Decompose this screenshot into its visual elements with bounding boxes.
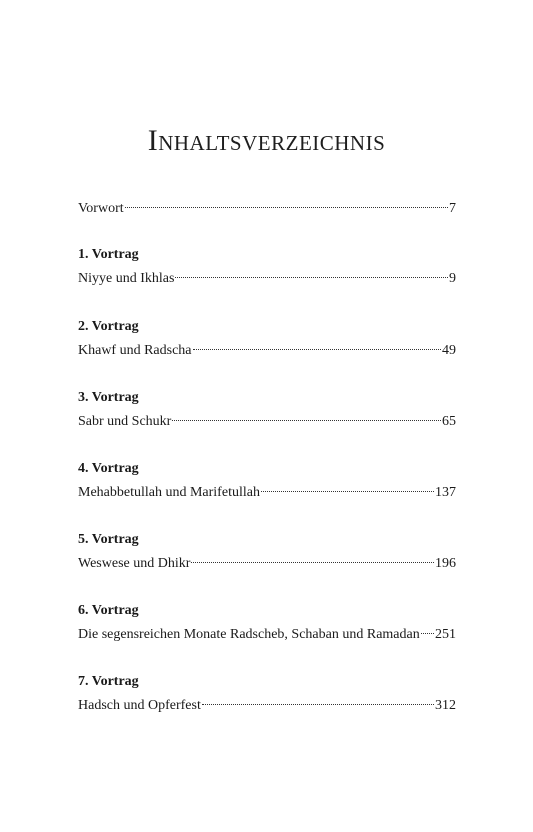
toc-entry-foreword <box>78 194 456 216</box>
dot-leader <box>261 478 434 496</box>
toc-line[interactable] <box>78 691 456 713</box>
toc-line[interactable] <box>78 620 456 642</box>
toc-line[interactable] <box>78 478 456 500</box>
lecture-heading: 4. Vortrag <box>78 461 139 476</box>
toc-entry-lecture-7 <box>78 673 456 713</box>
toc-page-number: 65 <box>442 414 456 429</box>
dot-leader <box>191 549 434 567</box>
toc-entry-lecture-5 <box>78 531 456 571</box>
toc-entry-title: Die segensreichen Monate Radscheb, Schaban und Ramadan <box>78 627 420 642</box>
lecture-heading: 7. Vortrag <box>78 674 139 689</box>
toc-entry-title: Hadsch und Opferfest <box>78 698 201 713</box>
toc-page-number: 49 <box>442 343 456 358</box>
toc-entry-title: Vorwort <box>78 201 124 216</box>
toc-entry-title: Sabr und Schukr <box>78 414 172 429</box>
toc-page-number: 312 <box>435 698 456 713</box>
lecture-heading: 3. Vortrag <box>78 390 139 405</box>
lecture-heading: 5. Vortrag <box>78 532 139 547</box>
toc-page-number: 137 <box>435 485 456 500</box>
toc-line[interactable] <box>78 264 456 286</box>
toc-line[interactable] <box>78 336 456 358</box>
dot-leader <box>202 691 434 709</box>
toc-page-number: 251 <box>435 627 456 642</box>
toc-entry-title: Mehabbetullah und Marifetullah <box>78 485 260 500</box>
lecture-heading: 6. Vortrag <box>78 603 139 618</box>
toc-page-number: 9 <box>449 271 456 286</box>
lecture-heading: 1. Vortrag <box>78 247 139 262</box>
toc-line[interactable] <box>78 407 456 429</box>
dot-leader <box>175 264 448 282</box>
toc-entry-title: Weswese und Dhikr <box>78 556 191 571</box>
dot-leader <box>421 620 434 638</box>
page-title: Inhaltsverzeichnis <box>147 124 386 158</box>
toc-page-number: 196 <box>435 556 456 571</box>
lecture-heading: 2. Vortrag <box>78 319 139 334</box>
toc-entry-lecture-3 <box>78 389 456 429</box>
toc-entry-lecture-4 <box>78 460 456 500</box>
dot-leader <box>125 194 448 212</box>
dot-leader <box>193 336 441 354</box>
toc-entry-title: Niyye und Ikhlas <box>78 271 175 286</box>
toc-line[interactable] <box>78 549 456 571</box>
toc-entry-lecture-6 <box>78 602 456 642</box>
toc-entry-lecture-2 <box>78 318 456 358</box>
toc-entry-title: Khawf und Radscha <box>78 343 192 358</box>
dot-leader <box>172 407 441 425</box>
toc-line[interactable] <box>78 194 456 216</box>
toc-entry-lecture-1 <box>78 246 456 286</box>
toc-page-number: 7 <box>449 201 456 216</box>
